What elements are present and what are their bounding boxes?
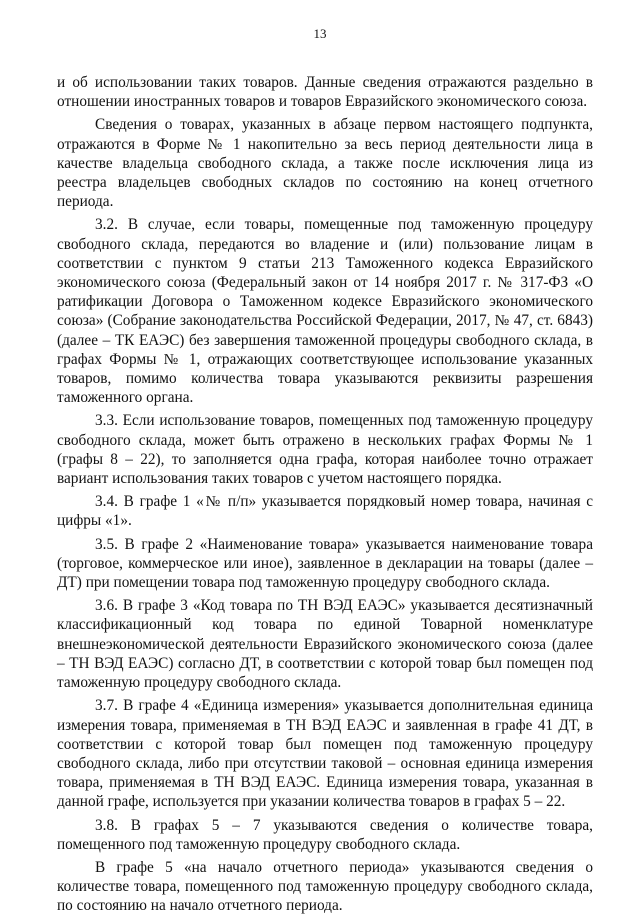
- paragraph-3-8: 3.8. В графах 5 – 7 указываются сведения о количестве товара, помещенного под таможенную процедуру свободного склада.: [57, 816, 593, 853]
- paragraph-continuation: и об использовании таких товаров. Данные сведения отражаются раздельно в отношении иностранных товаров и товаров Евразийского экономического союза.: [57, 74, 593, 111]
- paragraph-3-5: 3.5. В графе 2 «Наименование товара» указывается наименование товара (торговое, коммерческое или иное), заявленное в декларации на товары (далее – ДТ) при помещении товара под таможенную процедуру свободного склада.: [57, 535, 593, 592]
- page-number: 13: [313, 26, 327, 41]
- paragraph-goods-info: Сведения о товарах, указанных в абзаце первом настоящего подпункта, отражаются в Форме № 1 накопительно за весь период деятельности лица в качестве владельца свободного склада, а также после исключения лица из реестра владельцев свободных складов по состоянию на конец отчетного периода.: [57, 116, 593, 211]
- paragraph-3-7: 3.7. В графе 4 «Единица измерения» указывается дополнительная единица измерения товара, применяемая в ТН ВЭД ЕАЭС и заявленная в графе 41 ДТ, в соответствии с которой товар был помещен под таможенную процедуру свободного склада, либо при отсутствии таковой – основная единица измерения товара, применяемая в ТН ВЭД ЕАЭС. Единица измерения товара, указанная в данной графе, используется при указании количества товаров в графах 5 – 22.: [57, 697, 593, 811]
- paragraph-column-5: В графе 5 «на начало отчетного периода» указываются сведения о количестве товара, помещенного под таможенную процедуру свободного склада, по состоянию на начало отчетного периода.: [57, 858, 593, 915]
- document-body: [57, 73, 593, 920]
- paragraph-3-3: 3.3. Если использование товаров, помещенных под таможенную процедуру свободного склада, может быть отражено в нескольких графах Формы № 1 (графы 8 – 22), то заполняется одна графа, которая наиболее точно отражает вариант использования таких товаров с учетом настоящего порядка.: [57, 412, 593, 488]
- paragraph-3-4: 3.4. В графе 1 «№ п/п» указывается порядковый номер товара, начиная с цифры «1».: [57, 493, 593, 530]
- paragraph-3-2: 3.2. В случае, если товары, помещенные под таможенную процедуру свободного склада, передаются во владение и (или) пользование лицам в соответствии с пунктом 9 статьи 213 Таможенного кодекса Евразийского экономического союза (Федеральный закон от 14 ноября 2017 г. № 317-ФЗ «О ратификации Договора о Таможенном кодексе Евразийского экономического союза» (Собрание законодательства Российской Федерации, 2017, № 47, ст. 6843) (далее – ТК ЕАЭС) без завершения таможенной процедуры свободного склада, в графах Формы № 1, отражающих соответствующее использование указанных товаров, помимо количества товара указываются реквизиты разрешения таможенного органа.: [57, 216, 593, 407]
- paragraph-3-6: 3.6. В графе 3 «Код товара по ТН ВЭД ЕАЭС» указывается десятизначный классификационный код товара по единой Товарной номенклатуре внешнеэкономической деятельности Евразийского экономического союза (далее – ТН ВЭД ЕАЭС) согласно ДТ, в соответствии с которой товар был помещен под таможенную процедуру свободного склада.: [57, 597, 593, 692]
